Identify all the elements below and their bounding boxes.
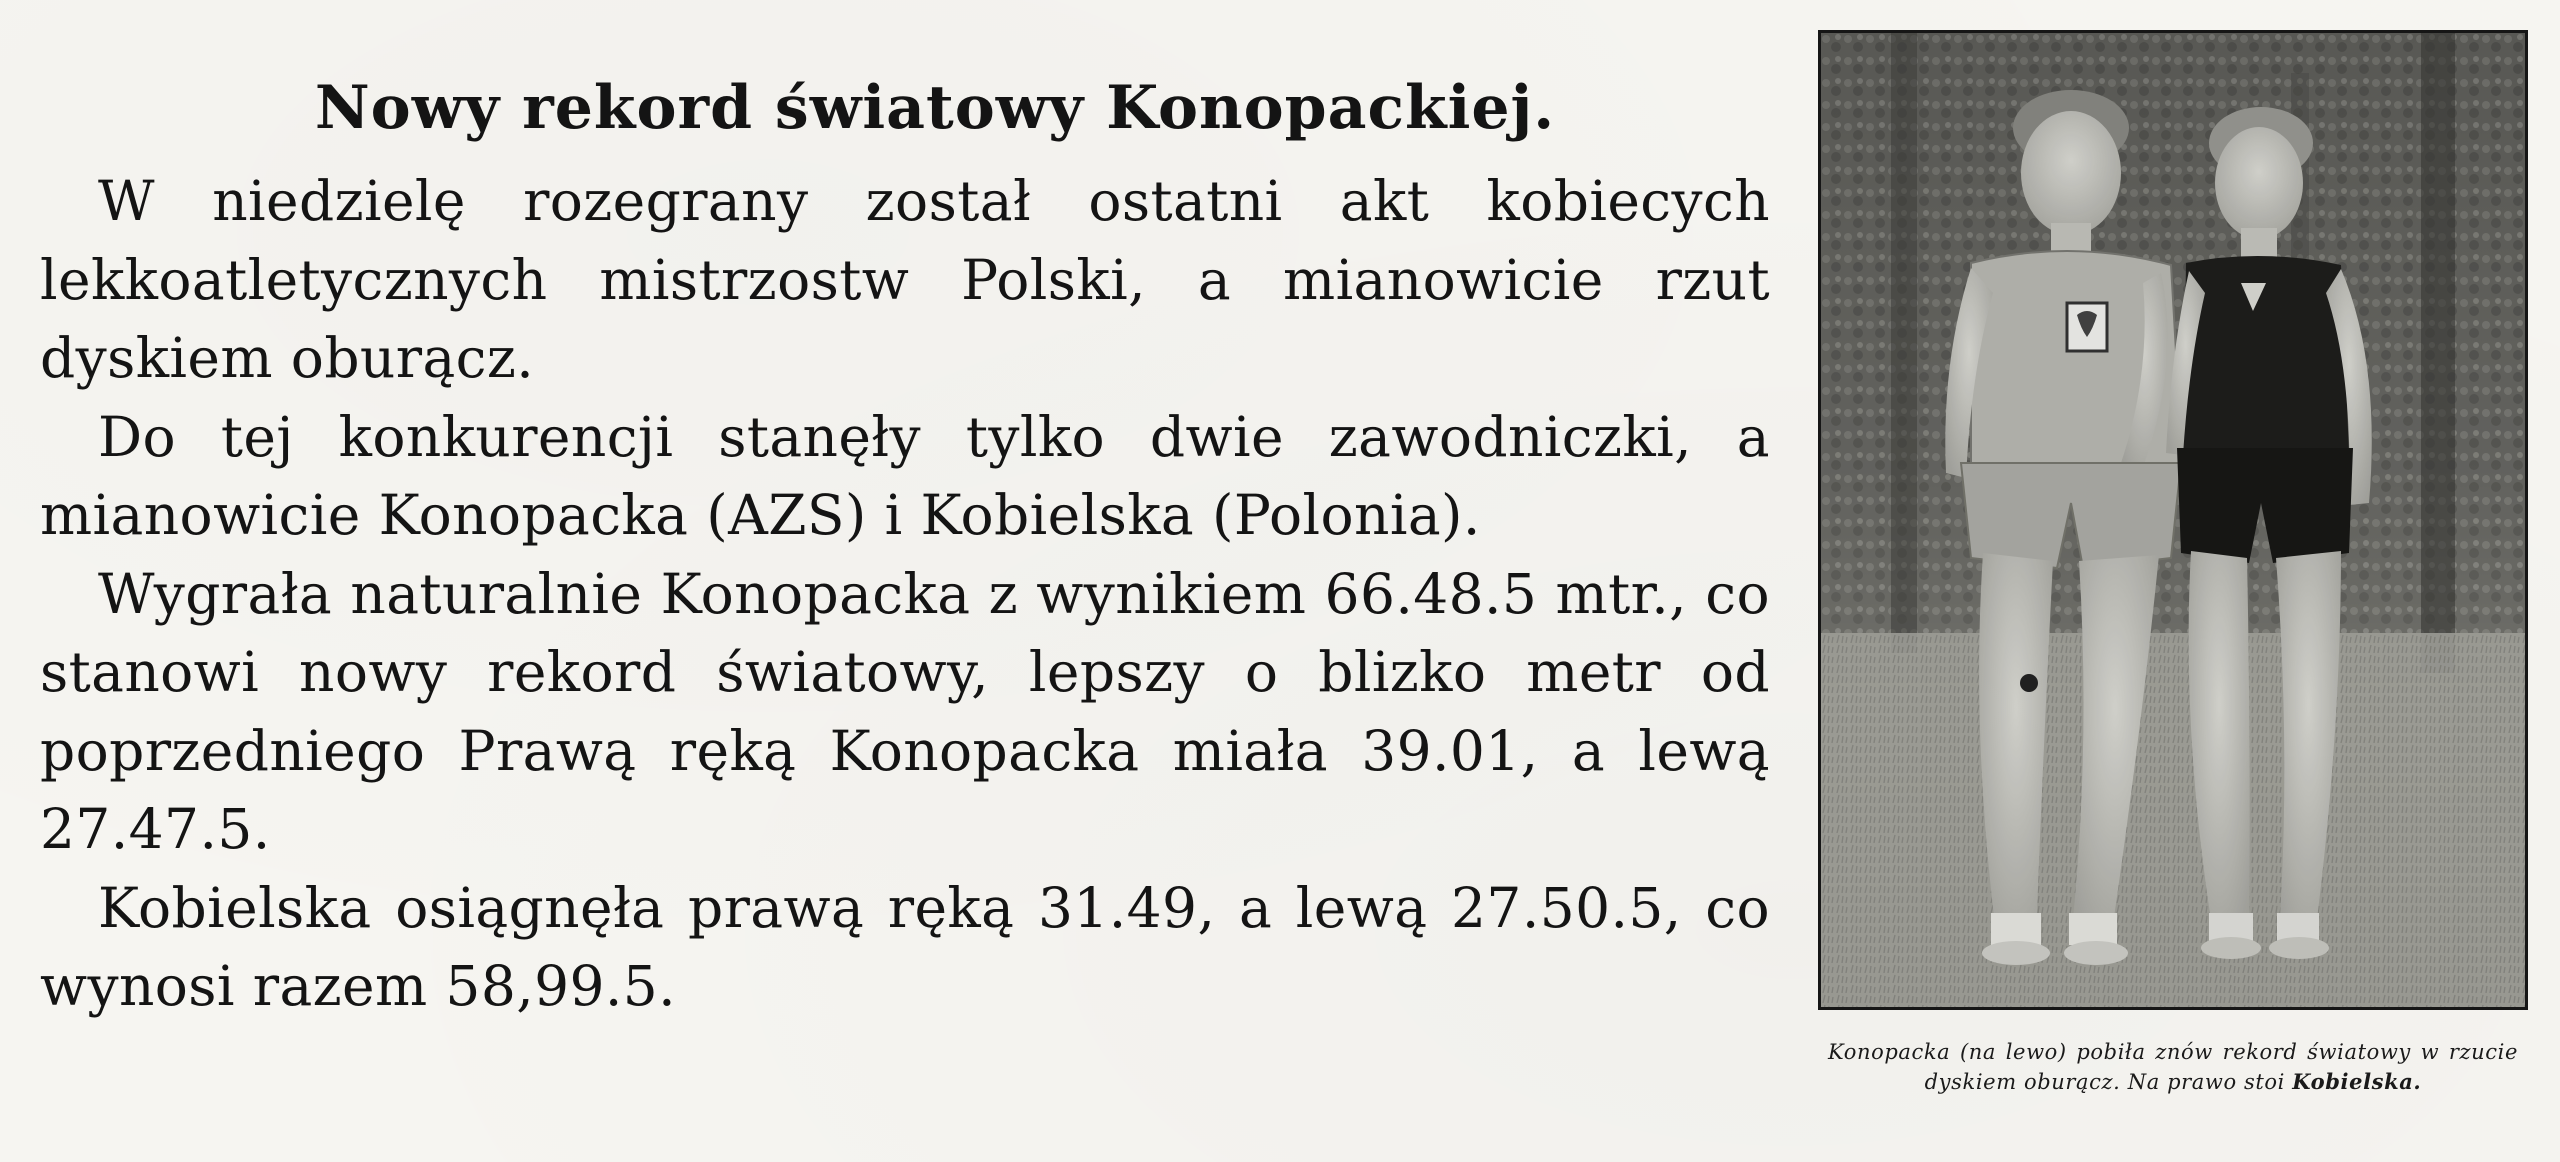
article-headline: Nowy rekord światowy Konopackiej. — [314, 73, 1556, 143]
article-paragraph-2 — [40, 398, 1770, 555]
article-paragraph-3 — [40, 555, 1770, 869]
paragraph-text: Do tej konkurencji stanęły tylko dwie zawodniczki, a mianowicie Konopacka (AZS) i Kobielska (Polonia). — [40, 404, 1770, 547]
article-paragraph-4 — [40, 869, 1770, 1026]
article — [40, 60, 1770, 1026]
paragraph-text: Kobielska osiągnęła prawą ręką 31.49, a lewą 27.50.5, co wynosi razem 58,99.5. — [40, 875, 1770, 1018]
athletes-photo — [1818, 30, 2528, 1010]
article-paragraph-1 — [40, 162, 1770, 398]
photo-figure — [1818, 30, 2528, 1097]
paragraph-text: W niedzielę rozegrany został ostatni akt kobiecych lekkoatletycznych mistrzostw Polski, a mianowicie rzut dyskiem oburącz. — [40, 169, 1770, 390]
caption-name: Kobielska. — [2292, 1069, 2422, 1094]
photo-caption — [1828, 1038, 2518, 1097]
caption-text: Konopacka (na lewo) pobiła znów rekord światowy w rzucie dyskiem oburącz. Na prawo stoi — [1828, 1040, 2518, 1094]
athletes-photo-illustration — [1821, 33, 2525, 1007]
paragraph-text: Wygrała naturalnie Konopacka z wynikiem 66.48.5 mtr., co stanowi nowy rekord światowy, lepszy o blizko metr od poprzedniego Prawą ręką Konopacka miała 39.01, a lewą 27.47.5. — [40, 561, 1770, 861]
